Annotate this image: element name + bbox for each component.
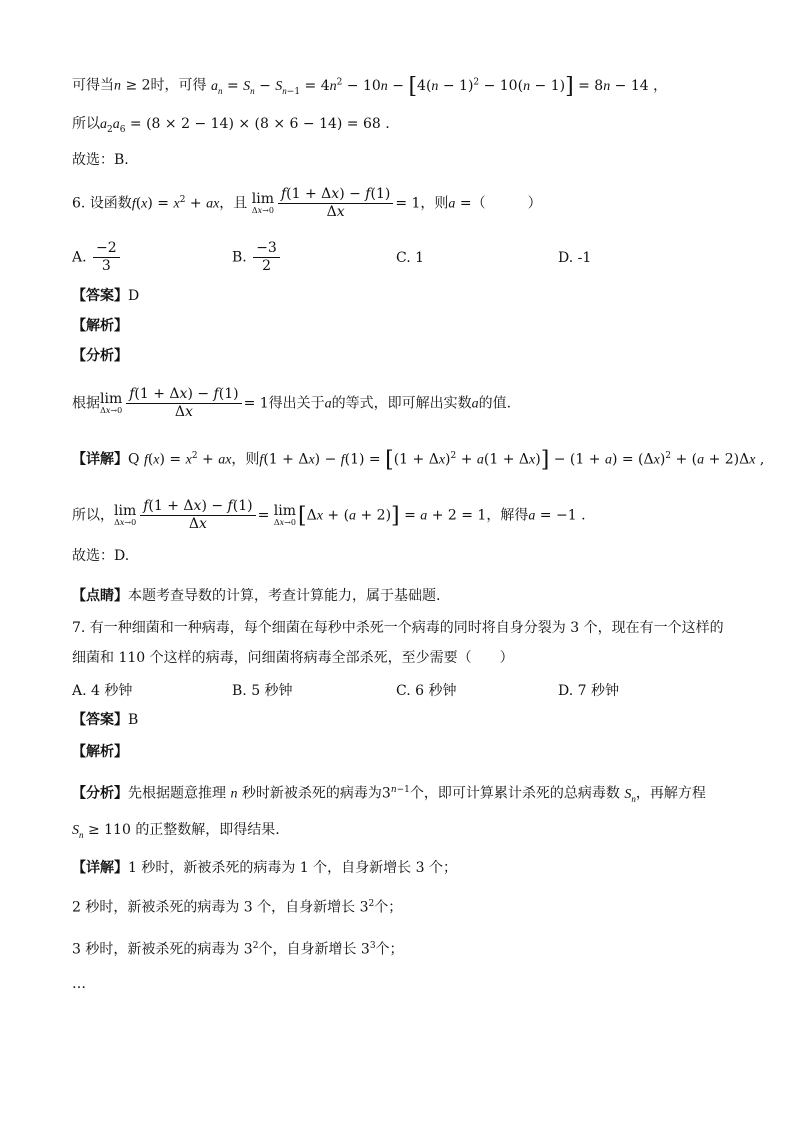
- q7-analysis-tag: 【解析】: [72, 744, 128, 760]
- q7-option-b[interactable]: B. 5 秒钟: [232, 683, 293, 699]
- q5-choice: 故选：B.: [72, 152, 129, 168]
- q5-line-1: 可得当n ≥ 2时，可得 $a_n = S_n - S_{n-1} = 4n^2 - 10n - [4(n - 1)^2 - 10(n - 1)] = 8n - 14$ ，: [72, 73, 668, 99]
- q6-option-c[interactable]: C. 1: [396, 250, 425, 266]
- q6-fenxi-tag: 【分析】: [72, 348, 128, 364]
- q6-stem: 6. 设函数$f(x) = x^2$ + ax，且 lim Δx→0 $\frac{f(1 + \Delta x) - f(1)}{\Delta x}$ = 1，则a =（ ）: [72, 186, 542, 220]
- q7-detail-3: 3 秒时，新被杀死的病毒为 $3^2$个，自身新增长 $3^3$个；: [72, 941, 404, 958]
- q7-option-a[interactable]: A. 4 秒钟: [72, 683, 133, 699]
- q7-answer: 【答案】B: [72, 712, 139, 728]
- q6-analysis-tag: 【解析】: [72, 318, 128, 334]
- q5-line-2: 所以$a_2a_6 = (8 \times 2 - 14) \times (8 \times 6 - 14) = 68$ .: [72, 116, 390, 135]
- q7-ellipsis: …: [72, 976, 86, 992]
- q5-formula-an: $a_n = S_n - S_{n-1} = 4n^2 - 10n - [4(n - 1)^2 - 10(n - 1)] = 8n - 14$ ，: [211, 73, 668, 99]
- q7-stem-1: 7. 有一种细菌和一种病毒，每个细菌在每秒中杀死一个病毒的同时将自身分裂为 3 个，现在有一个这样的: [72, 620, 724, 636]
- q6-choice: 故选：D.: [72, 548, 130, 564]
- q6-option-b[interactable]: B. $\frac{-3}{2}$: [232, 240, 282, 275]
- q6-option-a[interactable]: A. $\frac{-2}{3}$: [72, 240, 122, 275]
- q6-option-d[interactable]: D. -1: [558, 250, 592, 266]
- q6-fenxi: 根据lim Δx→0 $\frac{f(1 + \Delta x) - f(1)}{\Delta x}$ = 1得出关于a的等式，即可解出实数a的值.: [72, 386, 512, 420]
- q6-answer: 【答案】D: [72, 288, 140, 304]
- q7-fenxi-1: 【分析】先根据题意推理 n 秒时新被杀死的病毒为$3^{n-1}$个，即可计算累计杀死的总病毒数 $S_n$，再解方程: [72, 785, 706, 804]
- q6-detail: 【详解】Q $f(x) = x^2$ + ax，则$f(1 + \Delta x) - f(1) = [(1 + \Delta x)^2 + a(1 + \Delta x)] - (1 + a) = (\Delta x)^2 + (a + 2)\Delta x$ ,: [72, 447, 765, 473]
- q6-so: 所以，lim Δx→0 $\frac{f(1 + \Delta x) - f(1)}{\Delta x}$ = lim Δx→0 [Δx + (a + 2)] = a + 2 = 1，解得a = −1 .: [72, 498, 586, 532]
- q7-option-c[interactable]: C. 6 秒钟: [396, 683, 457, 699]
- q7-detail-1: 【详解】1 秒时，新被杀死的病毒为 1 个，自身新增长 3 个；: [72, 860, 457, 876]
- q7-option-d[interactable]: D. 7 秒钟: [558, 683, 619, 699]
- q6-comment: 【点睛】本题考查导数的计算，考查计算能力，属于基础题.: [72, 588, 441, 604]
- q7-fenxi-2: $S_n \ge 110$ 的正整数解，即得结果.: [72, 822, 280, 840]
- q7-stem-2: 细菌和 110 个这样的病毒，问细菌将病毒全部杀死，至少需要（ ）: [72, 650, 514, 666]
- q7-detail-2: 2 秒时，新被杀死的病毒为 3 个，自身新增长 $3^2$个；: [72, 899, 403, 916]
